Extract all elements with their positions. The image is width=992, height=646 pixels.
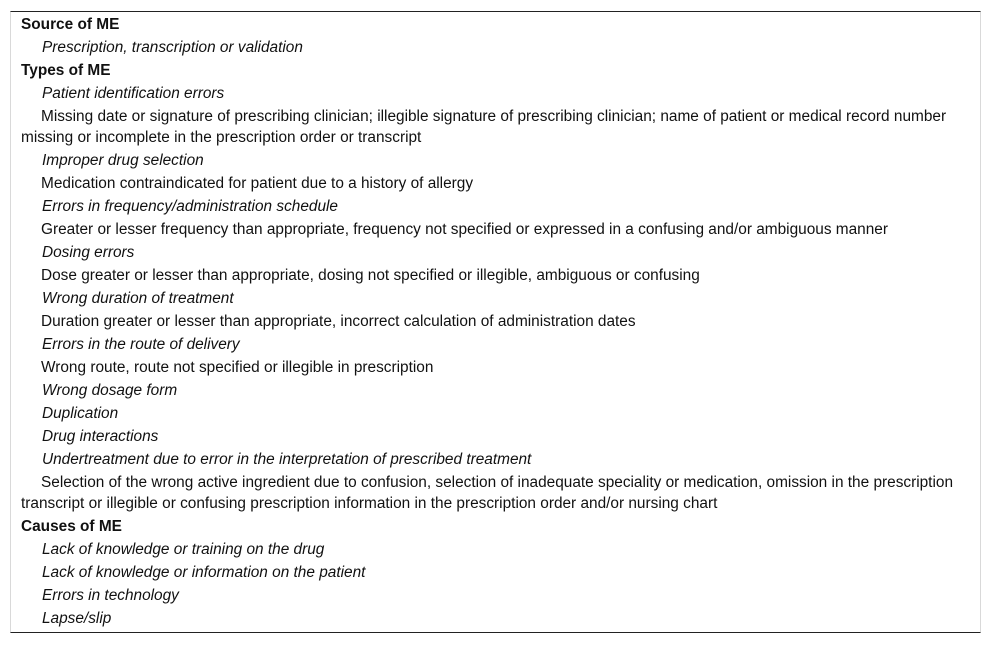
- subcategory-patient-identification: Patient identification errors: [42, 85, 225, 102]
- subcategory-duplication: Duplication: [42, 405, 119, 422]
- table-body: [11, 12, 980, 629]
- description-improper-drug: Medication contraindicated for patient due to a history of allergy: [41, 175, 474, 192]
- subcategory-lapse: Lapse/slip: [42, 610, 112, 627]
- description-frequency: Greater or lesser frequency than appropriate, frequency not specified or expressed in a confusing and/or ambiguous manner: [41, 221, 888, 238]
- subcategory-improper-drug: Improper drug selection: [42, 152, 204, 169]
- subcategory-dosage-form: Wrong dosage form: [42, 382, 178, 399]
- section-heading-causes: Causes of ME: [21, 518, 122, 535]
- subcategory-route: Errors in the route of delivery: [42, 336, 240, 353]
- description-undertreatment: Selection of the wrong active ingredient due to confusion, selection of inadequate speciality or medication, omission in the prescription transcript or illegible or confusing prescription information in the prescription order and/or nursing chart: [21, 474, 954, 512]
- subcategory-duration: Wrong duration of treatment: [42, 290, 234, 307]
- subcategory-knowledge-patient: Lack of knowledge or information on the patient: [42, 564, 366, 581]
- description-route: Wrong route, route not specified or illegible in prescription: [41, 359, 434, 376]
- section-heading-types: Types of ME: [21, 62, 111, 79]
- description-duration: Duration greater or lesser than appropriate, incorrect calculation of administration dates: [41, 313, 636, 330]
- subcategory-undertreatment: Undertreatment due to error in the interpretation of prescribed treatment: [42, 451, 532, 468]
- section-heading-source: Source of ME: [21, 16, 120, 33]
- subcategory-frequency: Errors in frequency/administration schedule: [42, 198, 338, 215]
- description-patient-identification: Missing date or signature of prescribing clinician; illegible signature of prescribing clinician; name of patient or medical record number missing or incomplete in the prescription order or transcript: [21, 108, 947, 146]
- subcategory-technology: Errors in technology: [42, 587, 179, 604]
- subcategory-prescription: Prescription, transcription or validation: [42, 39, 303, 56]
- subcategory-dosing: Dosing errors: [42, 244, 135, 261]
- subcategory-interactions: Drug interactions: [42, 428, 159, 445]
- medication-error-table: [10, 11, 981, 633]
- subcategory-knowledge-drug: Lack of knowledge or training on the drug: [42, 541, 325, 558]
- description-dosing: Dose greater or lesser than appropriate, dosing not specified or illegible, ambiguous or confusing: [41, 267, 700, 284]
